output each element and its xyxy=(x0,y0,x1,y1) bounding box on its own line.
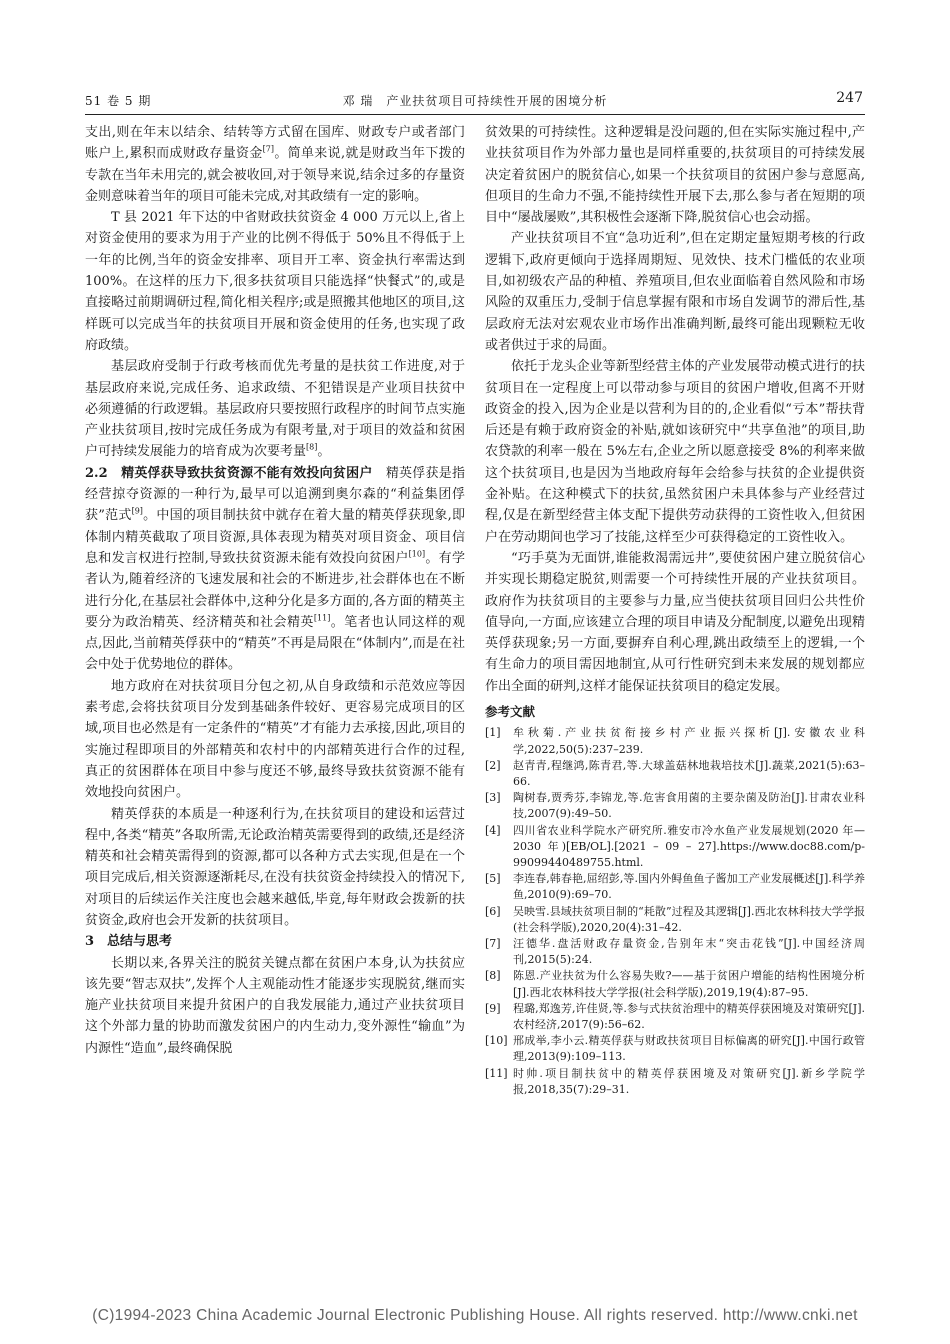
reference-item xyxy=(485,1033,865,1065)
reference-number: [2] xyxy=(485,758,501,772)
reference-number: [9] xyxy=(485,1001,501,1015)
citation[interactable]: [10] xyxy=(408,549,426,559)
left-column xyxy=(85,122,465,1059)
paragraph: 长期以来,各界关注的脱贫关键点都在贫困户本身,认为扶贫应该先要“智志双扶”,发挥个人主观能动性才能逐步实现脱贫,继而实施产业扶贫项目来提升贫困户的自我发展能力,通过产业扶贫项目这个外部力量的协助而激发贫困户的内生动力,变外源性“输血”为内源性“造血”,最终确保脱 xyxy=(85,955,465,1056)
section-2-2: 2.2 精英俘获导致扶贫资源不能有效投向贫困户 精英俘获是指经营掠夺资源的一种行为,最早可以追溯到奥尔森的“利益集团俘获”范式[9]。中国的项目制扶贫中就存在着大量的精英俘获现象,即体制内精英截取了项目资源,具体表现为精英对项目资金、项目信息和发言权进行控制,导致扶贫资源未能有效投向贫困户[10]。有学者认为,随着经济的飞速发展和社会的不断进步,社会群体也在不断进行分化,在基层社会群体中,这种分化是多方面的,各方面的精英主要分为政治精英、经济精英和社会精英[11]。笔者也认同这样的观点,因此,当前精英俘获中的“精英”不再是局限在“体制内”,而是在社会中处于优势地位的群体。 xyxy=(85,465,465,673)
reference-text: 时帅.项目制扶贫中的精英俘获困境及对策研究[J].新乡学院学报,2018,35(7):29–31. xyxy=(513,1066,865,1096)
citation[interactable]: [8] xyxy=(306,443,318,453)
paragraph: 支出,则在年末以结余、结转等方式留在国库、财政专户或者部门账户上,累积而成财政存量资金[7]。简单来说,就是财政当年下拨的专款在当年未用完的,就会被收回,对于领导来说,结余过多的存量资金则意味着当年的项目可能未完成,对其政绩有一定的影响。 xyxy=(85,125,465,204)
reference-item xyxy=(485,823,865,872)
paragraph: “巧手莫为无面饼,谁能救渴需远井”,要使贫困户建立脱贫信心并实现长期稳定脱贫,则需要一个可持续性开展的产业扶贫项目。政府作为扶贫项目的主要参与力量,应当使扶贫项目回归公共性价值导向,一方面,应该建立合理的项目申请及分配制度,以避免出现精英俘获现象;另一方面,要摒弃自利心理,跳出政绩至上的逻辑,一个有生命力的项目需因地制宜,从可行性研究到未来发展的规划都应作出全面的研判,这样才能保证扶贫项目的稳定发展。 xyxy=(485,550,865,694)
copyright-footer: (C)1994-2023 China Academic Journal Electronic Publishing House. All rights reserved. http://www.cnki.net xyxy=(92,1307,858,1324)
reference-number: [1] xyxy=(485,726,501,740)
reference-number: [8] xyxy=(485,969,501,983)
paragraph: 地方政府在对扶贫项目分包之初,从自身政绩和示范效应等因素考虑,会将扶贫项目分发到基础条件较好、更容易完成项目的区域,项目也必然是有一定条件的“精英”才有能力去承接,因此,项目的实施过程即项目的外部精英和农村中的内部精英进行合作的过程,真正的贫困群体在项目中参与度还不够,最终导致扶贫资源不能有效地投向贫困户。 xyxy=(85,678,465,801)
reference-text: 李连春,韩春艳,屈绍彭,等.国内外鲟鱼鱼子酱加工产业发展概述[J].科学养鱼,2010(9):69–70. xyxy=(513,872,865,902)
reference-text: 陈恩.产业扶贫为什么容易失败?——基于贫困户增能的结构性困境分析[J].西北农林科技大学学报(社会科学版),2019,19(4):87–95. xyxy=(513,969,865,999)
reference-number: [4] xyxy=(485,823,501,837)
reference-item xyxy=(485,1001,865,1033)
paragraph: 产业扶贫项目不宜“急功近利”,但在定期定量短期考核的行政逻辑下,政府更倾向于选择周期短、见效快、技术门槛低的农业项目,如初级农产品的种植、养殖项目,但农业面临着自然风险和市场风险的双重压力,受制于信息掌握有限和市场自发调节的滞后性,基层政府无法对宏观农业市场作出准确判断,最终可能出现颗粒无收或者供过于求的局面。 xyxy=(485,231,865,353)
reference-number: [6] xyxy=(485,904,501,918)
paragraph: 贫效果的可持续性。这种逻辑是没问题的,但在实际实施过程中,产业扶贫项目作为外部力量也是同样重要的,扶贫项目的可持续发展决定着贫困户的脱贫信心,如果一个扶贫项目的贫困户参与意愿高,但项目的生命力不强,不能持续性开展下去,那么参与者在短期的项目中“屡战屡败”,其积极性会逐渐下降,脱贫信心也会动摇。 xyxy=(485,125,865,226)
section-heading: 2.2 精英俘获导致扶贫资源不能有效投向贫困户 xyxy=(85,465,373,481)
reference-text: 四川省农业科学院水产研究所.雅安市冷水鱼产业发展规划(2020 年—2030 年)[EB/OL].[2021 – 09 – 27].https://www.doc88.com/p-99099440489755.html. xyxy=(513,823,865,869)
reference-text: 邢成举,李小云.精英俘获与财政扶贫项目目标偏离的研究[J].中国行政管理,2013(9):109–113. xyxy=(513,1034,865,1064)
reference-number: [10] xyxy=(485,1034,508,1048)
paragraph: 精英俘获的本质是一种逐利行为,在扶贫项目的建设和运营过程中,各类“精英”各取所需,无论政治精英需要得到的政绩,还是经济精英和社会精英需得到的资源,都可以各种方式去实现,但是在一个项目完成后,相关资源逐渐耗尽,在没有扶贫资金持续投入的情况下,对项目的后续运作关注度也会越来越低,毕竟,每年财政会拨新的扶贫资金,政府也会开发新的扶贫项目。 xyxy=(85,806,465,928)
reference-text: 汪德华.盘活财政存量资金,告别年末“突击花钱”[J].中国经济周刊,2015(5):24. xyxy=(513,936,865,967)
page-number: 247 xyxy=(836,90,863,106)
reference-item xyxy=(485,904,865,936)
reference-text: 赵青青,程继鸿,陈青君,等.大球盖菇林地栽培技术[J].蔬菜,2021(5):63–66. xyxy=(513,758,865,788)
reference-item xyxy=(485,968,865,1000)
reference-text: 陶树春,贾秀芬,李锦龙,等.危害食用菌的主要杂菌及防治[J].甘肃农业科技,2007(9):49–50. xyxy=(513,791,865,821)
journal-issue: 51 卷 5 期 xyxy=(85,94,152,108)
reference-number: [3] xyxy=(485,791,501,805)
reference-item xyxy=(485,758,865,790)
reference-number: [7] xyxy=(485,936,501,950)
reference-item xyxy=(485,871,865,903)
reference-item xyxy=(485,936,865,968)
citation[interactable]: [11] xyxy=(313,613,331,623)
paragraph: T 县 2021 年下达的中省财政扶贫资金 4 000 万元以上,省上对资金使用的要求为用于产业的比例不得低于 50%且不得低于上一年的比例,当年的资金安排率、项目开工率、资金执行率需达到 100%。在这样的压力下,很多扶贫项目只能选择“快餐式”的,或是直接略过前期调研过程,简化相关程序;或是照搬其他地区的项目,这样既可以完成当年的扶贫项目开展和资金使用的任务,也实现了政府政绩。 xyxy=(85,210,465,353)
right-column xyxy=(485,122,865,1098)
citation[interactable]: [9] xyxy=(131,507,143,517)
reference-text: 牟秋菊.产业扶贫衔接乡村产业振兴探析[J].安徽农业科学,2022,50(5):237–239. xyxy=(513,726,865,756)
references-list xyxy=(485,725,865,1098)
reference-text: 程璐,郑逸芳,许佳贤,等.参与式扶贫治理中的精英俘获困境及对策研究[J].农村经济,2017(9):56–62. xyxy=(513,1001,865,1031)
references-heading: 参考文献 xyxy=(485,704,536,720)
paragraph: 依托于龙头企业等新型经营主体的产业发展带动模式进行的扶贫项目在一定程度上可以带动参与项目的贫困户增收,但离不开财政资金的投入,因为企业是以营利为目的的,企业看似“亏本”帮扶背后还是有赖于政府资金的补贴,就如该研究中“共享鱼池”的项目,助农贷款的利率一般在 5%左右,企业之所以愿意接受 8%的利率来做这个扶贫项目,也是因为当地政府每年会给参与扶贫的企业提供资金补贴。在这种模式下的扶贫,虽然贫困户未具体参与产业经营过程,仅是在新型经营主体支配下提供劳动获得的工资性收入,但贫困户在劳动期间也学习了技能,这样至少可获得稳定的工资性收入。 xyxy=(485,359,865,545)
reference-item xyxy=(485,725,865,757)
citation[interactable]: [7] xyxy=(262,144,275,154)
reference-item xyxy=(485,1066,865,1098)
paragraph: 基层政府受制于行政考核而优先考量的是扶贫工作进度,对于基层政府来说,完成任务、追求政绩、不犯错误是产业项目扶贫中必须遵循的行政逻辑。基层政府只要按照行政程序的时间节点实施产业扶贫项目,按时完成任务成为有限考量,对于项目的效益和贫困户可持续发展能力的培育成为次要考量[8]。 xyxy=(85,359,465,460)
article-running-title: 邓 瑞 产业扶贫项目可持续性开展的困境分析 xyxy=(342,94,608,108)
header-rule xyxy=(85,114,865,115)
reference-number: [11] xyxy=(485,1066,508,1080)
running-header xyxy=(85,90,865,114)
reference-number: [5] xyxy=(485,872,501,886)
section-heading: 3 总结与思考 xyxy=(85,934,173,950)
reference-item xyxy=(485,790,865,822)
reference-text: 吴映雪.县域扶贫项目制的“耗散”过程及其逻辑[J].西北农林科技大学学报(社会科学版),2020,20(4):31–42. xyxy=(513,904,865,934)
